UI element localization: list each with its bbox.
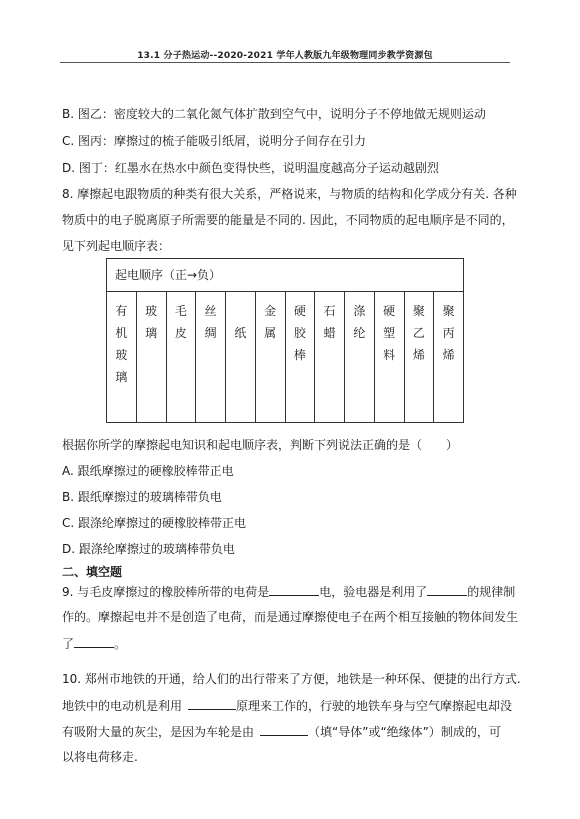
q10-blank-1[interactable]: [188, 697, 236, 710]
q10-line-4: 以将电荷移走.: [62, 750, 138, 764]
triboelectric-series-table: [106, 258, 464, 423]
material-cell: 聚 乙 烯: [404, 292, 434, 423]
material-cell: 金 属: [255, 292, 285, 423]
material-cell: 丝 绸: [196, 292, 226, 423]
material-cell: 石 蜡: [315, 292, 345, 423]
material-row: [107, 292, 464, 423]
q8-stem-line-1: 8. 摩擦起电跟物质的种类有很大关系，严格说来，与物质的结构和化学成分有关. 各种: [62, 187, 517, 201]
q7-option-c: C. 图丙：摩擦过的梳子能吸引纸屑，说明分子间存在引力: [62, 134, 367, 148]
q8-stem-line-3: 见下列起电顺序表：: [62, 239, 171, 253]
material-cell: 有 机 玻 璃: [107, 292, 137, 423]
q10-blank-2[interactable]: [260, 723, 308, 736]
q9-line-3: 了 。: [62, 637, 127, 651]
q8-option-b: B. 跟纸摩擦过的玻璃棒带负电: [62, 490, 222, 504]
q9-line-1: 9. 与毛皮摩擦过的橡胶棒所带的电荷是 电，验电器是利用了 的规律制: [62, 585, 516, 599]
material-cell: 玻 璃: [136, 292, 166, 423]
material-cell: 纸: [226, 292, 256, 423]
q8-option-a: A. 跟纸摩擦过的硬橡胶棒带正电: [62, 464, 234, 478]
q9-blank-3[interactable]: [74, 635, 114, 648]
material-cell: 硬 胶 棒: [285, 292, 315, 423]
material-cell: 聚 丙 烯: [434, 292, 464, 423]
section-title: 二、填空题: [62, 565, 123, 579]
q10-line-3: 有吸附大量的灰尘，是因为车轮是由 （填“导体”或“绝缘体”）制成的，可: [62, 725, 501, 739]
q10-line-2: 地铁中的电动机是利用 原理来工作的，行驶的地铁车身与空气摩擦起电却没: [62, 699, 513, 713]
material-cell: 硬 塑 料: [374, 292, 404, 423]
q8-option-c: C. 跟涤纶摩擦过的硬橡胶棒带正电: [62, 516, 247, 530]
q7-option-d: D. 图丁：红墨水在热水中颜色变得快些，说明温度越高分子运动越剧烈: [62, 161, 439, 175]
q7-option-b: B. 图乙：密度较大的二氧化氮气体扩散到空气中，说明分子不停地做无规则运动: [62, 107, 486, 121]
material-cell: 毛 皮: [166, 292, 196, 423]
page-header: 13.1 分子热运动--2020-2021 学年人教版九年级物理同步教学资源包: [137, 51, 433, 61]
q9-line-2: 作的。摩擦起电并不是创造了电荷，而是通过摩擦使电子在两个相互接触的物体间发生: [62, 610, 519, 624]
table-header: 起电顺序（正→负）: [107, 259, 464, 292]
material-cell: 涤 纶: [345, 292, 375, 423]
q8-stem-line-2: 物质中的电子脱离原子所需要的能量是不同的. 因此，不同物质的起电顺序是不同的，: [62, 213, 514, 227]
q9-blank-1[interactable]: [269, 583, 319, 596]
header-divider: [60, 62, 510, 63]
q8-option-d: D. 跟涤纶摩擦过的玻璃棒带负电: [62, 542, 235, 556]
q9-blank-2[interactable]: [427, 583, 467, 596]
q10-line-1: 10. 郑州市地铁的开通，给人们的出行带来了方便，地铁是一种环保、便捷的出行方式.: [62, 672, 521, 686]
q8-question: 根据你所学的摩擦起电知识和起电顺序表，判断下列说法正确的是（ ）: [62, 438, 459, 452]
